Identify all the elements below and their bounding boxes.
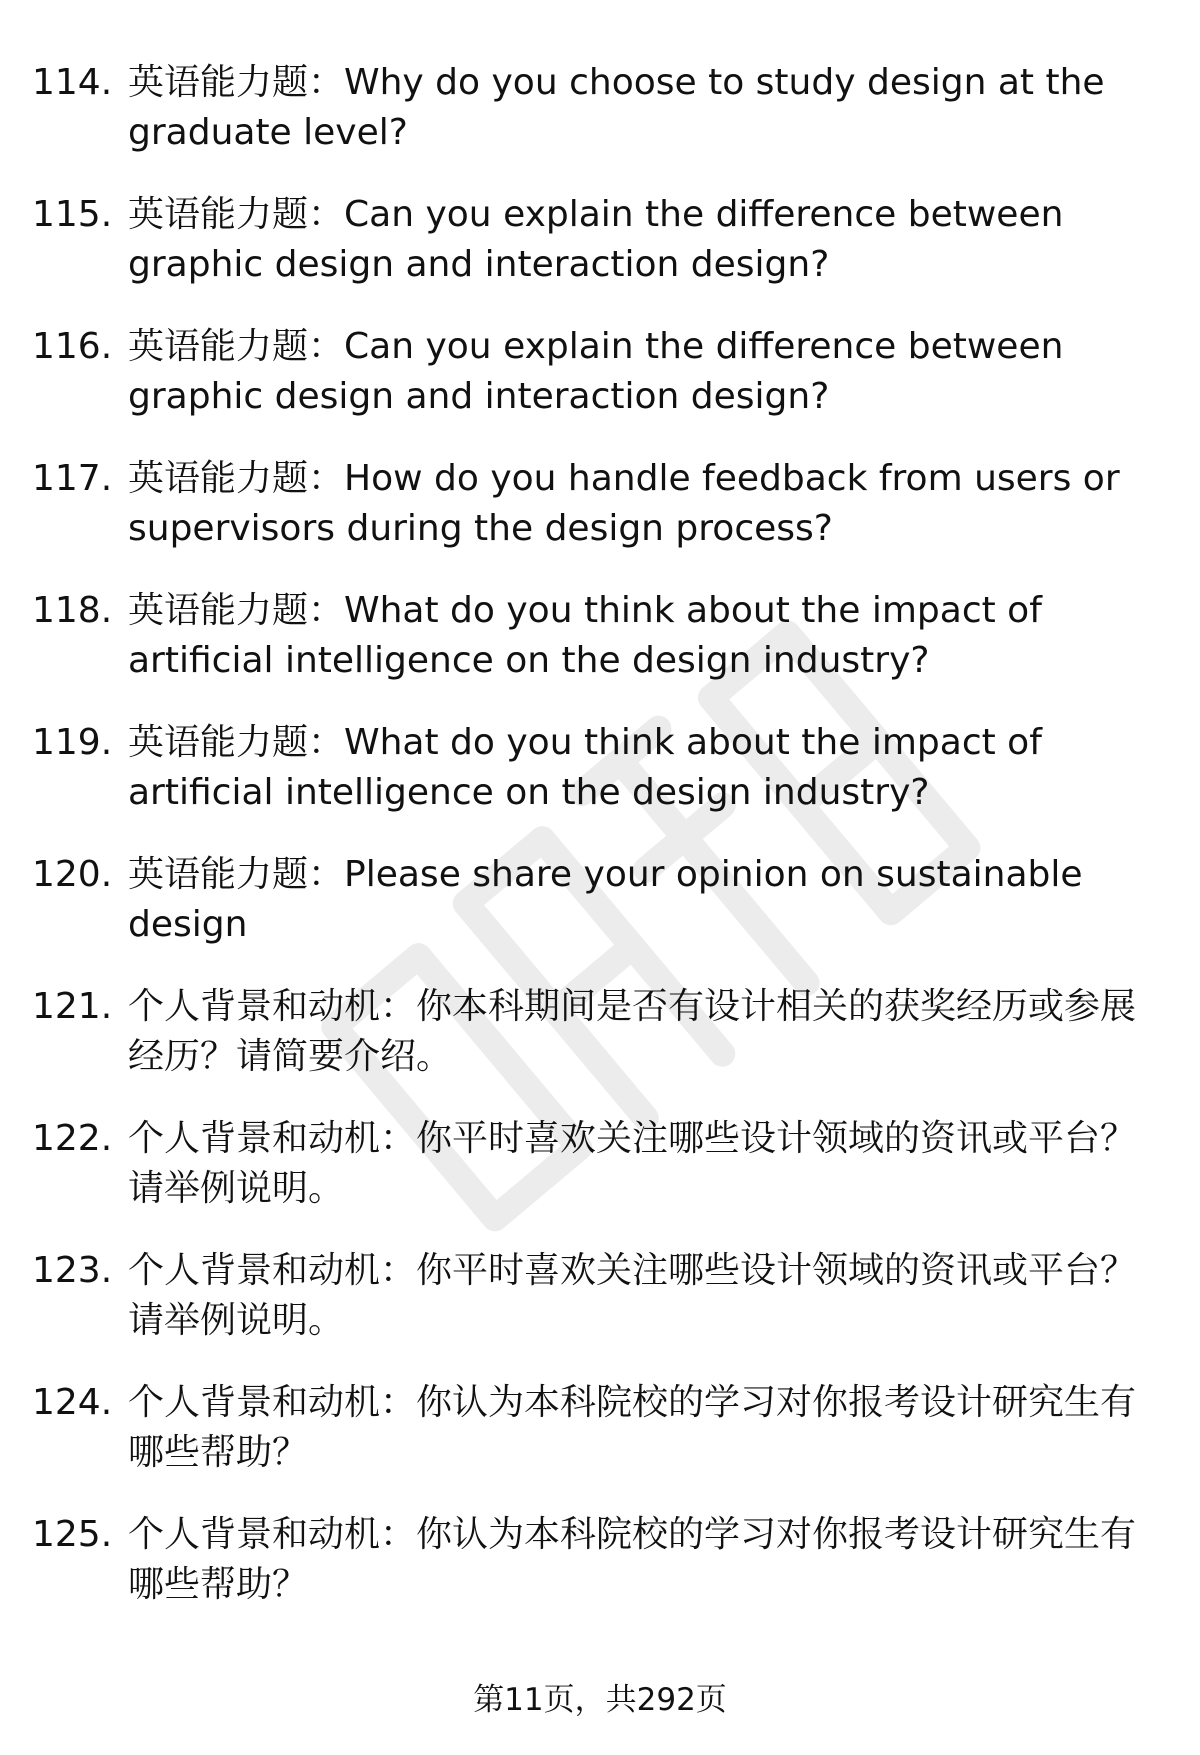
question-body <box>128 190 1172 290</box>
question-category: 英语能力题： <box>128 458 345 499</box>
question-text: What do you think about the impact of artificial intelligence on the design industry? <box>128 722 1042 813</box>
question-number: 114. <box>32 62 113 103</box>
question-number: 118. <box>32 590 113 631</box>
question-category: 英语能力题： <box>128 590 345 631</box>
question-body <box>128 1378 1172 1478</box>
question-number: 123. <box>32 1250 113 1291</box>
question-number: 122. <box>32 1118 113 1159</box>
question-body <box>128 982 1172 1082</box>
question-body <box>128 718 1172 818</box>
question-body <box>128 1246 1172 1346</box>
question-item <box>32 586 1172 718</box>
page-footer: 第11页，共292页 <box>473 1682 727 1718</box>
question-item <box>32 982 1172 1114</box>
question-text: Why do you choose to study design at the graduate level? <box>128 62 1105 153</box>
question-text: 你认为本科院校的学习对你报考设计研究生有哪些帮助？ <box>128 1382 1137 1473</box>
question-number: 121. <box>32 986 113 1027</box>
question-number: 117. <box>32 458 113 499</box>
question-category: 个人背景和动机： <box>128 1250 417 1291</box>
question-category: 个人背景和动机： <box>128 1514 417 1555</box>
question-item <box>32 718 1172 850</box>
question-item <box>32 1378 1172 1510</box>
question-text: Can you explain the difference between graphic design and interaction design? <box>128 194 1064 285</box>
question-item <box>32 850 1172 982</box>
question-body <box>128 1114 1172 1214</box>
question-item <box>32 1114 1172 1246</box>
question-category: 英语能力题： <box>128 326 345 367</box>
question-body <box>128 322 1172 422</box>
question-category: 个人背景和动机： <box>128 1118 417 1159</box>
question-text: 你认为本科院校的学习对你报考设计研究生有哪些帮助？ <box>128 1514 1137 1605</box>
question-text: How do you handle feedback from users or supervisors during the design process? <box>128 458 1120 549</box>
question-text: Please share your opinion on sustainable design <box>128 854 1083 945</box>
question-body <box>128 58 1172 158</box>
question-item <box>32 1246 1172 1378</box>
question-category: 英语能力题： <box>128 62 345 103</box>
question-text: 你本科期间是否有设计相关的获奖经历或参展经历？请简要介绍。 <box>128 986 1137 1077</box>
question-text: Can you explain the difference between graphic design and interaction design? <box>128 326 1064 417</box>
question-category: 英语能力题： <box>128 194 345 235</box>
question-category: 个人背景和动机： <box>128 986 417 1027</box>
question-list <box>32 58 1172 1642</box>
question-category: 英语能力题： <box>128 854 345 895</box>
question-category: 个人背景和动机： <box>128 1382 417 1423</box>
question-body <box>128 586 1172 686</box>
question-number: 115. <box>32 194 113 235</box>
question-item <box>32 58 1172 190</box>
question-text: What do you think about the impact of artificial intelligence on the design industry? <box>128 590 1042 681</box>
question-item <box>32 454 1172 586</box>
question-number: 120. <box>32 854 113 895</box>
question-number: 116. <box>32 326 113 367</box>
question-body <box>128 850 1172 950</box>
question-number: 124. <box>32 1382 113 1423</box>
question-body <box>128 454 1172 554</box>
question-number: 119. <box>32 722 113 763</box>
question-item <box>32 190 1172 322</box>
question-item <box>32 1510 1172 1642</box>
question-body <box>128 1510 1172 1610</box>
question-number: 125. <box>32 1514 113 1555</box>
question-category: 英语能力题： <box>128 722 345 763</box>
question-text: 你平时喜欢关注哪些设计领域的资讯或平台？请举例说明。 <box>128 1118 1137 1209</box>
question-item <box>32 322 1172 454</box>
question-text: 你平时喜欢关注哪些设计领域的资讯或平台？请举例说明。 <box>128 1250 1137 1341</box>
